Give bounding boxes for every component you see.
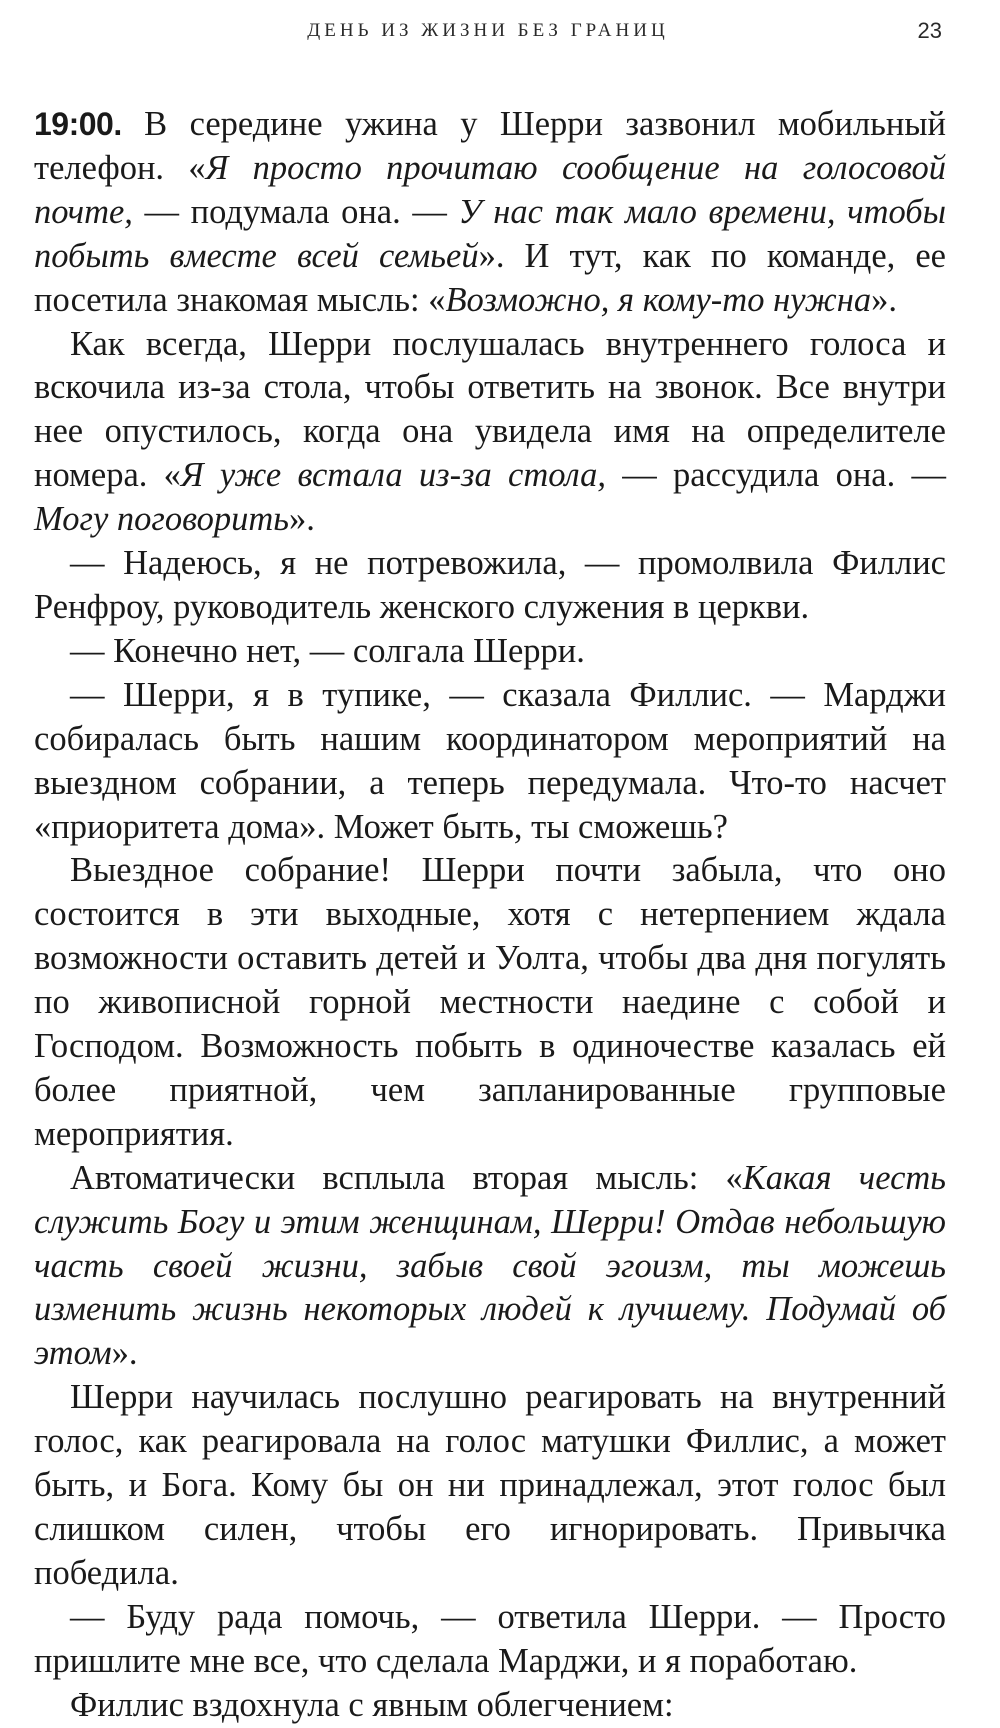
text-run: Выездное собрание! Шерри почти забыла, что оно состоится в эти выходные, хотя с нетерпением ждала возможности оставить детей и Уолта, чтобы два дня погулять по живописной горной местности наедине с собой и Господом. Возможность побыть в одиночестве казалась ей более приятной, чем запланированные групповые мероприятия.	[34, 851, 946, 1153]
text-run: — Надеюсь, я не потревожила, — промолвила Филлис Ренфроу, руководитель женского служения в церкви.	[34, 544, 946, 626]
italic-thought: Какая честь служить Богу и этим женщинам, Шерри! Отдав небольшую часть своей жизни, забыв свой эгоизм, ты можешь изменить жизнь некоторых людей к лучшему. Подумай об этом	[34, 1158, 946, 1373]
time-marker: 19:00.	[34, 106, 122, 142]
text-run: Автоматически всплыла вторая мысль: «	[70, 1158, 743, 1197]
paragraph	[34, 1376, 946, 1596]
text-run: — Шерри, я в тупике, — сказала Филлис. — Марджи собиралась быть нашим координатором мероприятий на выездном собрании, а теперь передумала. Что-то насчет «приоритета дома». Может быть, ты сможешь?	[34, 675, 946, 846]
text-run: ».	[289, 500, 315, 539]
paragraph	[34, 1684, 946, 1728]
paragraph	[34, 849, 946, 1156]
paragraph	[34, 1596, 946, 1684]
running-head: ДЕНЬ ИЗ ЖИЗНИ БЕЗ ГРАНИЦ	[307, 20, 669, 41]
body-text	[34, 103, 946, 1728]
paragraph	[34, 103, 946, 323]
text-run: ».	[111, 1334, 138, 1373]
text-run: В середине ужина у Шерри зазвонил мобильный телефон. «	[34, 105, 946, 187]
italic-thought: Возможно, я кому-то нужна	[445, 280, 872, 319]
paragraph	[34, 1157, 946, 1377]
text-run: — подумала она. —	[132, 192, 459, 231]
text-run: — Конечно нет, — солгала Шерри.	[70, 631, 585, 670]
italic-thought: У нас так мало времени, чтобы побыть вместе всей семьей	[34, 192, 946, 275]
page-number: 23	[917, 18, 942, 43]
italic-thought: Я уже встала из-за стола,	[180, 456, 606, 495]
text-run: ». И тут, как по команде, ее посетила знакомая мысль: «	[34, 236, 946, 319]
italic-thought: Я просто прочитаю сообщение на голосовой почте,	[34, 148, 946, 231]
paragraph	[34, 542, 946, 630]
paragraph	[34, 630, 946, 674]
italic-thought: Могу поговорить	[34, 500, 289, 539]
paragraph	[34, 674, 946, 850]
text-run: Шерри научилась послушно реагировать на внутренний голос, как реагировала на голос матушки Филлис, а может быть, и Бога. Кому бы он ни принадлежал, этот голос был слишком силен, чтобы его игнорировать. Привычка победила.	[34, 1378, 946, 1592]
text-run: Филлис вздохнула с явным облегчением:	[70, 1685, 674, 1724]
text-run: Как всегда, Шерри послушалась внутреннего голоса и вскочила из-за стола, чтобы ответить на звонок. Все внутри нее опустилось, когда она увидела имя на определителе номера. «	[34, 324, 946, 495]
page-header	[34, 20, 942, 50]
text-run: ».	[871, 280, 897, 319]
text-run: — рассудила она. —	[605, 456, 946, 495]
text-run: — Буду рада помочь, — ответила Шерри. — Просто пришлите мне все, что сделала Марджи, и я поработаю.	[34, 1597, 946, 1680]
paragraph	[34, 323, 946, 543]
